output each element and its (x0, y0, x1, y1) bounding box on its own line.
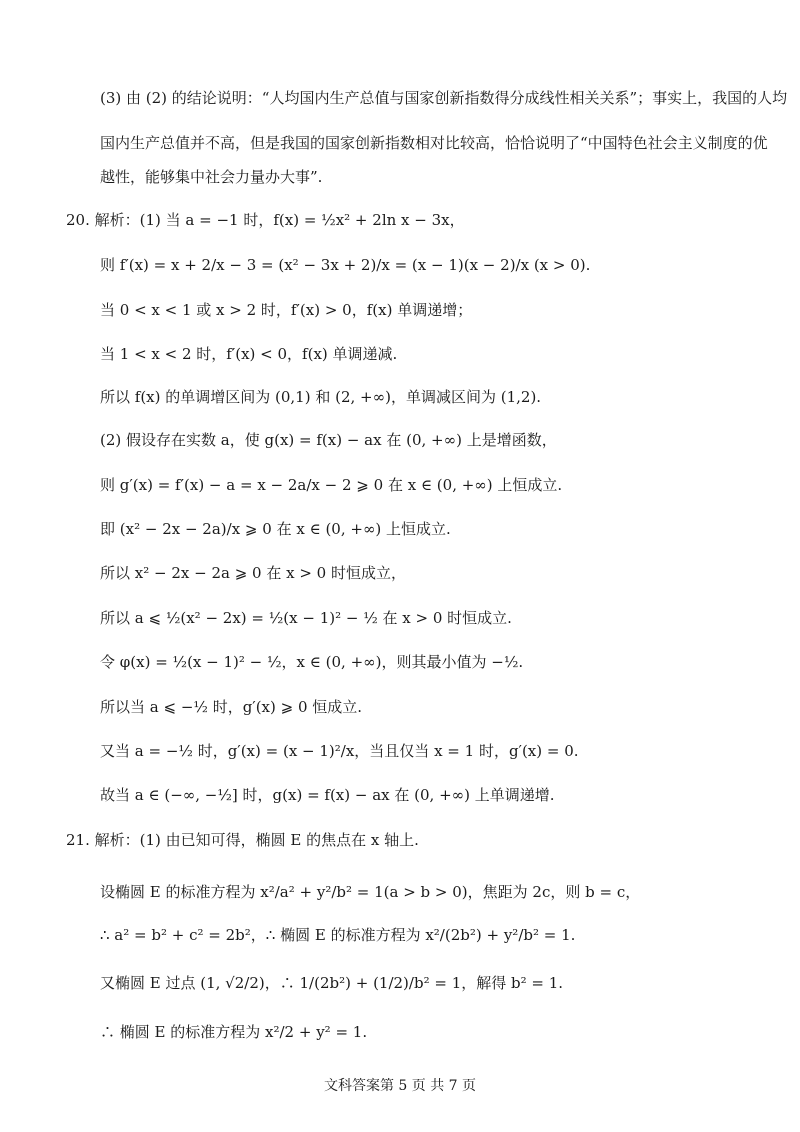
text-line: 所以 f(x) 的单调增区间为 (0,1) 和 (2, +∞)，单调减区间为 (1,2). (100, 388, 542, 406)
text-line: 所以当 a ⩽ −½ 时，g′(x) ⩾ 0 恒成立. (100, 698, 363, 716)
page-footer: 文科答案第 5 页 共 7 页 (323, 1078, 477, 1094)
text-line: 20. 解析：(1) 当 a = −1 时，f(x) = ½x² + 2ln x − 3x， (66, 211, 465, 229)
text-line: ∴ a² = b² + c² = 2b²，∴ 椭圆 E 的标准方程为 x²/(2b²) + y²/b² = 1. (100, 926, 576, 944)
text-line: 21. 解析：(1) 由已知可得，椭圆 E 的焦点在 x 轴上. (66, 831, 419, 849)
text-line: 所以 a ⩽ ½(x² − 2x) = ½(x − 1)² − ½ 在 x > 0 时恒成立. (100, 609, 512, 627)
text-line: 则 f′(x) = x + 2/x − 3 = (x² − 3x + 2)/x = (x − 1)(x − 2)/x (x > 0). (100, 256, 591, 274)
text-line: 国内生产总值并不高，但是我国的国家创新指数相对比较高，恰恰说明了“中国特色社会主义制度的优 (100, 134, 768, 152)
text-line: 当 1 < x < 2 时，f′(x) < 0，f(x) 单调递减. (100, 345, 398, 363)
text-line: 当 0 < x < 1 或 x > 2 时，f′(x) > 0，f(x) 单调递增； (100, 301, 473, 319)
text-line: 所以 x² − 2x − 2a ⩾ 0 在 x > 0 时恒成立， (100, 564, 406, 582)
text-line: 故当 a ∈ (−∞, −½] 时，g(x) = f(x) − ax 在 (0, +∞) 上单调递增. (100, 786, 555, 804)
text-line: 越性，能够集中社会力量办大事”. (100, 168, 323, 186)
text-line: (2) 假设存在实数 a，使 g(x) = f(x) − ax 在 (0, +∞) 上是增函数， (100, 431, 557, 449)
text-line: (3) 由 (2) 的结论说明：“人均国内生产总值与国家创新指数得分成线性相关关系”；事实上，我国的人均 (100, 89, 788, 107)
text-line: 令 φ(x) = ½(x − 1)² − ½，x ∈ (0, +∞)，则其最小值为 −½. (100, 653, 524, 671)
text-line: 则 g′(x) = f′(x) − a = x − 2a/x − 2 ⩾ 0 在 x ∈ (0, +∞) 上恒成立. (100, 476, 563, 494)
text-line: 设椭圆 E 的标准方程为 x²/a² + y²/b² = 1(a > b > 0)，焦距为 2c，则 b = c， (100, 883, 641, 901)
text-line: 又椭圆 E 过点 (1, √2/2)，∴ 1/(2b²) + (1/2)/b² = 1，解得 b² = 1. (100, 974, 564, 992)
text-line: ∴ 椭圆 E 的标准方程为 x²/2 + y² = 1. (100, 1023, 368, 1041)
text-line: 即 (x² − 2x − 2a)/x ⩾ 0 在 x ∈ (0, +∞) 上恒成立. (100, 520, 451, 538)
text-line: 又当 a = −½ 时，g′(x) = (x − 1)²/x，当且仅当 x = 1 时，g′(x) = 0. (100, 742, 579, 760)
